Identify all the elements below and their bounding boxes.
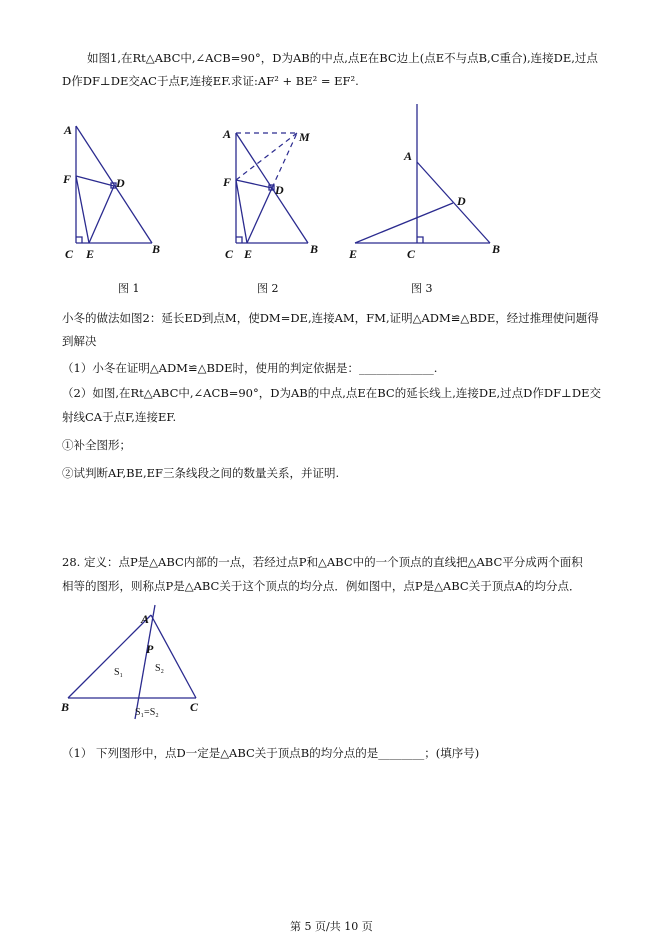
fig2-seg-de xyxy=(247,188,272,243)
fig3-label-e: E xyxy=(349,247,358,261)
fig3-side-ab xyxy=(417,162,490,243)
p27-method-line2: 到解决 xyxy=(62,334,97,348)
fig2-seg-ef xyxy=(236,180,247,243)
p27-question-2-part2: ②试判断AF,BE,EF三条线段之间的数量关系，并证明. xyxy=(62,466,340,480)
fig2-label-b: B xyxy=(310,242,319,256)
p28-label-b: B xyxy=(61,700,70,714)
fig2-dash-fm xyxy=(236,133,297,180)
fig3-label-a: A xyxy=(404,149,413,163)
fig3-right-angle-c xyxy=(417,237,423,243)
p28-label-s1: S₁ xyxy=(114,667,124,678)
p28-definition-line2: 相等的图形，则称点P是△ABC关于这个顶点的均分点．例如图中，点P是△ABC关于顶点A的均分点． xyxy=(62,579,581,593)
fig2-right-angle-c xyxy=(236,237,242,243)
figure-3 xyxy=(345,100,515,265)
fig1-seg-de xyxy=(89,186,114,243)
fig2-label-e: E xyxy=(244,247,253,261)
p27-question-1: （1）小冬在证明△ADM≌△BDE时，使用的判定依据是：_____________. xyxy=(62,361,438,375)
p28-label-c: C xyxy=(190,700,199,714)
fig2-seg-df xyxy=(236,180,272,188)
fig1-label-b: B xyxy=(152,242,161,256)
fig1-side-ab xyxy=(76,126,152,243)
p28-label-a: A xyxy=(141,612,150,626)
fig1-label-c: C xyxy=(65,247,74,261)
p27-question-2-line1: （2）如图,在Rt△ABC中,∠ACB=90°，D为AB的中点,点E在BC的延长线上,连接DE,过点D作DF⊥DE交 xyxy=(62,386,601,400)
fig1-caption: 图 1 xyxy=(118,282,140,295)
p28-label-p: P xyxy=(146,642,154,656)
p28-side-ac xyxy=(151,615,196,698)
fig2-caption: 图 2 xyxy=(257,282,279,295)
fig3-caption: 图 3 xyxy=(411,282,433,295)
fig1-seg-df xyxy=(76,176,114,186)
fig1-label-e: E xyxy=(86,247,95,261)
fig1-right-angle-c xyxy=(76,237,82,243)
fig3-label-d: D xyxy=(457,194,466,208)
p28-question-1: （1） 下列图形中，点D一定是△ABC关于顶点B的均分点的是________；(填序号) xyxy=(62,746,480,760)
fig2-label-f: F xyxy=(223,175,232,189)
fig1-seg-ef xyxy=(76,176,89,243)
p28-definition-line1: 28. 定义：点P是△ABC内部的一点，若经过点P和△ABC中的一个顶点的直线把△ABC平分成两个面积 xyxy=(62,555,583,569)
fig2-label-a: A xyxy=(223,127,232,141)
fig3-label-b: B xyxy=(492,242,501,256)
fig2-label-m: M xyxy=(299,130,310,144)
fig1-label-a: A xyxy=(64,123,73,137)
fig3-label-c: C xyxy=(407,247,416,261)
p28-label-area-eq: S₁=S₂ xyxy=(135,707,159,718)
fig1-label-f: F xyxy=(63,172,72,186)
p27-question-2-line2: 射线CA于点F,连接EF. xyxy=(62,410,177,424)
fig2-label-d: D xyxy=(275,183,284,197)
figure-1 xyxy=(60,120,170,260)
p27-method-line1: 小冬的做法如图2：延长ED到点M，使DM=DE,连接AM，FM,证明△ADM≌△BDE，经过推理使问题得 xyxy=(62,311,599,325)
p28-side-ab xyxy=(68,615,151,698)
fig3-seg-ed xyxy=(355,203,453,243)
p27-question-2-part1: ①补全图形； xyxy=(62,438,131,452)
fig1-label-d: D xyxy=(116,176,125,190)
p28-figure xyxy=(58,603,218,723)
page-footer: 第 5 页/共 10 页 xyxy=(290,920,373,933)
fig2-label-c: C xyxy=(225,247,234,261)
p27-intro-line1: 如图1,在Rt△ABC中,∠ACB=90°，D为AB的中点,点E在BC边上(点E不与点B,C重合),连接DE,过点 xyxy=(87,51,598,65)
p28-label-s2: S₂ xyxy=(155,663,165,674)
figure-2 xyxy=(220,120,330,260)
p27-intro-line2: D作DF⊥DE交AC于点F,连接EF.求证:AF² + BE² = EF². xyxy=(62,74,359,88)
fig2-dash-dm xyxy=(272,133,297,188)
